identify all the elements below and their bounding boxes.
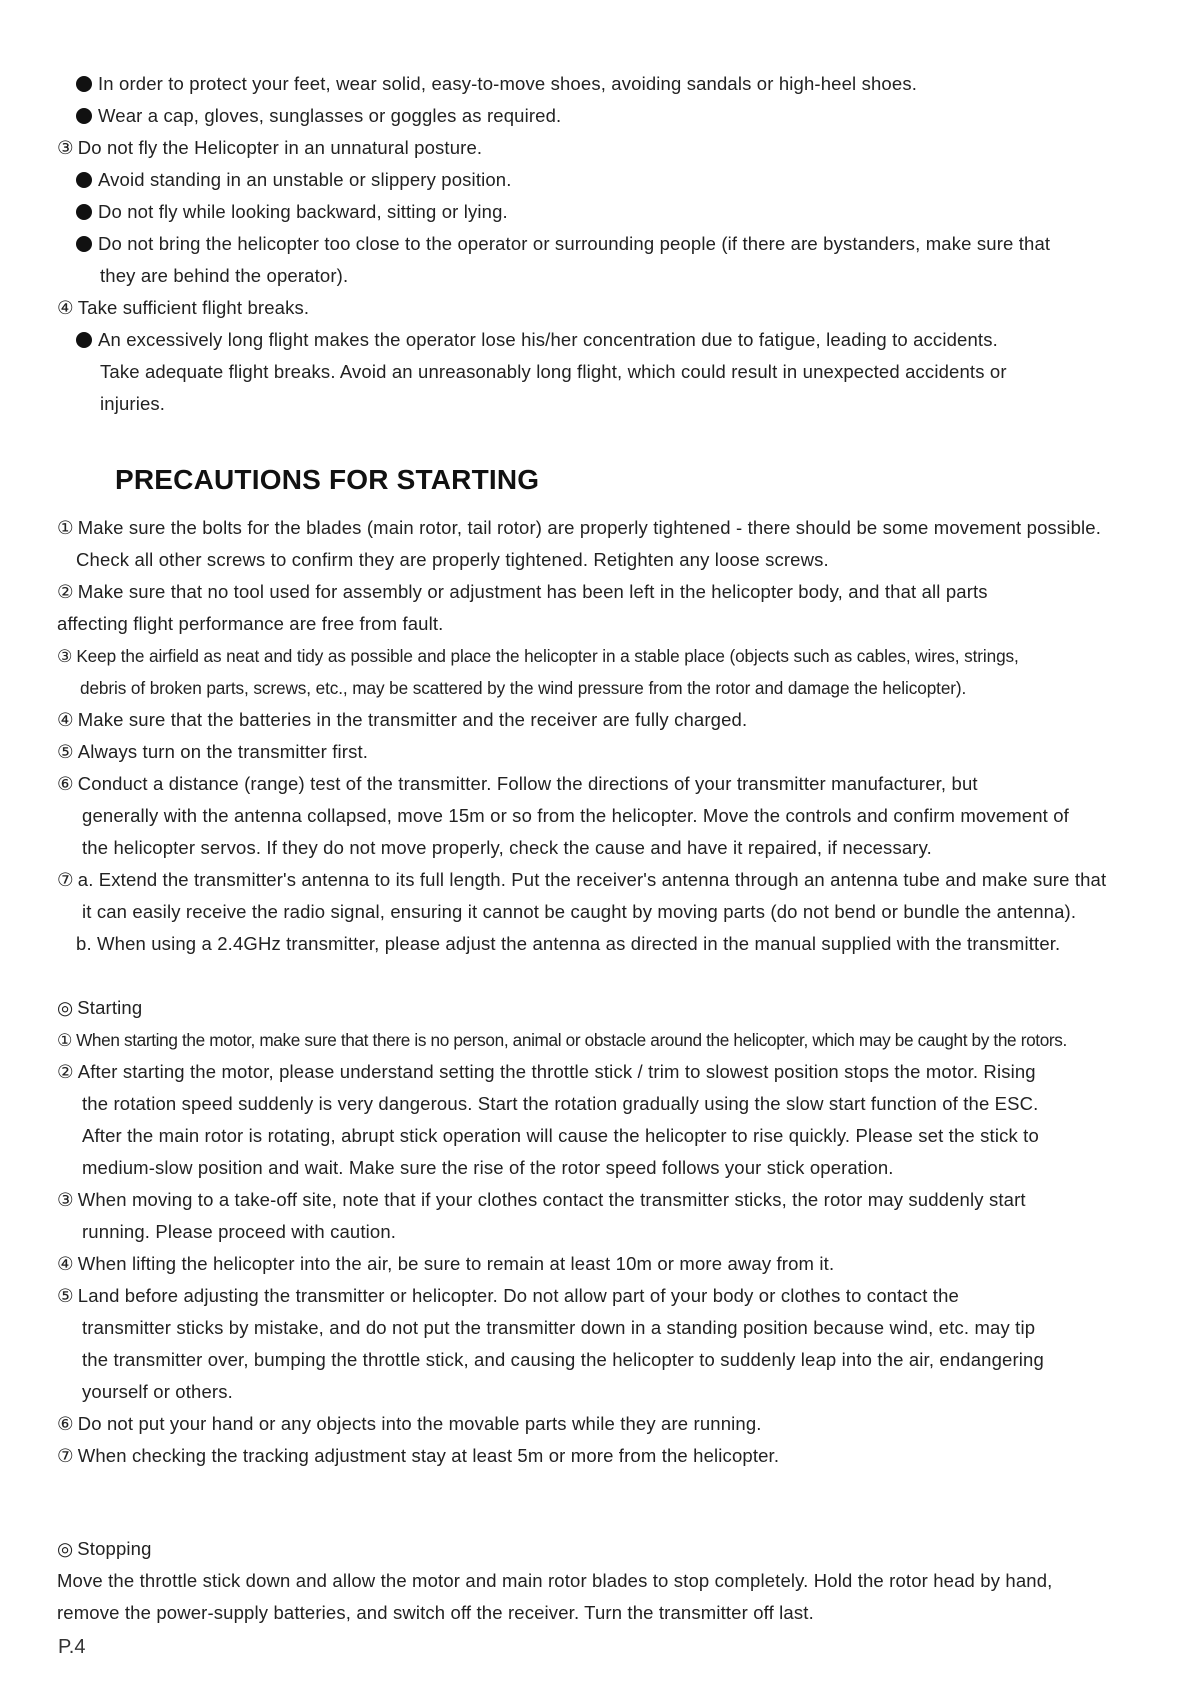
starting-4: ④ When lifting the helicopter into the air, be sure to remain at least 10m or more away from it. bbox=[57, 1253, 835, 1274]
safety-bullet-fatigue-cont: Take adequate flight breaks. Avoid an unreasonably long flight, which could result in unexpected accidents or bbox=[100, 361, 1007, 382]
safety-bullet-fatigue: An excessively long flight makes the operator lose his/her concentration due to fatigue, leading to accidents. bbox=[76, 327, 998, 353]
starting-1: ① When starting the motor, make sure that there is no person, animal or obstacle around the helicopter, which may be caught by the rotors. bbox=[57, 1030, 1067, 1050]
precaution-1: ① Make sure the bolts for the blades (main rotor, tail rotor) are properly tightened - there should be some movement possible. bbox=[57, 517, 1101, 538]
safety-bullet-shoes: In order to protect your feet, wear solid, easy-to-move shoes, avoiding sandals or high-heel shoes. bbox=[76, 71, 917, 97]
bullet-icon bbox=[76, 204, 92, 220]
starting-2-cont3: medium-slow position and wait. Make sure the rise of the rotor speed follows your stick operation. bbox=[82, 1157, 894, 1178]
starting-title: ◎ Starting bbox=[57, 997, 143, 1018]
safety-bullet-distance: Do not bring the helicopter too close to the operator or surrounding people (if there are bystanders, make sure that bbox=[76, 231, 1050, 257]
starting-2: ② After starting the motor, please understand setting the throttle stick / trim to slowest position stops the motor. Rising bbox=[57, 1061, 1036, 1082]
precaution-7: ⑦ a. Extend the transmitter's antenna to its full length. Put the receiver's antenna through an antenna tube and make sure that bbox=[57, 869, 1107, 890]
precaution-6-cont: generally with the antenna collapsed, move 15m or so from the helicopter. Move the controls and confirm movement of bbox=[82, 805, 1069, 826]
safety-bullet-cap: Wear a cap, gloves, sunglasses or goggles as required. bbox=[76, 103, 561, 129]
bullet-icon bbox=[76, 236, 92, 252]
safety-item-breaks: ④ Take sufficient flight breaks. bbox=[57, 297, 310, 318]
section-heading: PRECAUTIONS FOR STARTING bbox=[115, 464, 540, 495]
bullet-icon bbox=[76, 332, 92, 348]
safety-bullet-fatigue-cont2: injuries. bbox=[100, 393, 166, 414]
starting-5-cont: transmitter sticks by mistake, and do not put the transmitter down in a standing position because wind, etc. may tip bbox=[82, 1317, 1036, 1338]
safety-bullet-standing: Avoid standing in an unstable or slippery position. bbox=[76, 167, 512, 193]
page-number: P.4 bbox=[58, 1636, 86, 1658]
precaution-5: ⑤ Always turn on the transmitter first. bbox=[57, 741, 369, 762]
starting-2-cont2: After the main rotor is rotating, abrupt stick operation will cause the helicopter to rise quickly. Please set the stick to bbox=[82, 1125, 1039, 1146]
stopping-title: ◎ Stopping bbox=[57, 1538, 152, 1559]
precaution-2-cont: affecting flight performance are free from fault. bbox=[57, 613, 444, 634]
starting-3-cont: running. Please proceed with caution. bbox=[82, 1221, 397, 1242]
safety-item-posture: ③ Do not fly the Helicopter in an unnatural posture. bbox=[57, 137, 483, 158]
precaution-7b: b. When using a 2.4GHz transmitter, please adjust the antenna as directed in the manual supplied with the transmitter. bbox=[76, 933, 1061, 954]
precaution-1-cont: Check all other screws to confirm they are properly tightened. Retighten any loose screws. bbox=[76, 549, 829, 570]
precaution-6: ⑥ Conduct a distance (range) test of the transmitter. Follow the directions of your transmitter manufacturer, but bbox=[57, 773, 978, 794]
starting-5-cont2: the transmitter over, bumping the throttle stick, and causing the helicopter to suddenly leap into the air, endangering bbox=[82, 1349, 1044, 1370]
starting-2-cont: the rotation speed suddenly is very dangerous. Start the rotation gradually using the slow start function of the ESC. bbox=[82, 1093, 1039, 1114]
bullet-icon bbox=[76, 108, 92, 124]
precaution-7-cont: it can easily receive the radio signal, ensuring it cannot be caught by moving parts (do not bend or bundle the antenna). bbox=[82, 901, 1077, 922]
bullet-icon bbox=[76, 172, 92, 188]
precaution-3: ③ Keep the airfield as neat and tidy as possible and place the helicopter in a stable place (objects such as cables, wires, strings, bbox=[57, 646, 1019, 666]
bullet-icon bbox=[76, 76, 92, 92]
precaution-6-cont2: the helicopter servos. If they do not move properly, check the cause and have it repaired, if necessary. bbox=[82, 837, 932, 858]
stopping-text: Move the throttle stick down and allow the motor and main rotor blades to stop completely. Hold the rotor head by hand, bbox=[57, 1570, 1053, 1591]
starting-5: ⑤ Land before adjusting the transmitter or helicopter. Do not allow part of your body or clothes to contact the bbox=[57, 1285, 959, 1306]
starting-3: ③ When moving to a take-off site, note that if your clothes contact the transmitter sticks, the rotor may suddenly start bbox=[57, 1189, 1026, 1210]
precaution-4: ④ Make sure that the batteries in the transmitter and the receiver are fully charged. bbox=[57, 709, 748, 730]
starting-7: ⑦ When checking the tracking adjustment stay at least 5m or more from the helicopter. bbox=[57, 1445, 780, 1466]
precaution-3-cont: debris of broken parts, screws, etc., may be scattered by the wind pressure from the rotor and damage the helicopter). bbox=[80, 678, 967, 698]
starting-6: ⑥ Do not put your hand or any objects into the movable parts while they are running. bbox=[57, 1413, 762, 1434]
starting-5-cont3: yourself or others. bbox=[82, 1381, 233, 1402]
precaution-2: ② Make sure that no tool used for assembly or adjustment has been left in the helicopter body, and that all parts bbox=[57, 581, 988, 602]
stopping-text-cont: remove the power-supply batteries, and switch off the receiver. Turn the transmitter off last. bbox=[57, 1602, 814, 1623]
safety-bullet-backward: Do not fly while looking backward, sitting or lying. bbox=[76, 199, 508, 225]
safety-bullet-distance-cont: they are behind the operator). bbox=[100, 265, 349, 286]
